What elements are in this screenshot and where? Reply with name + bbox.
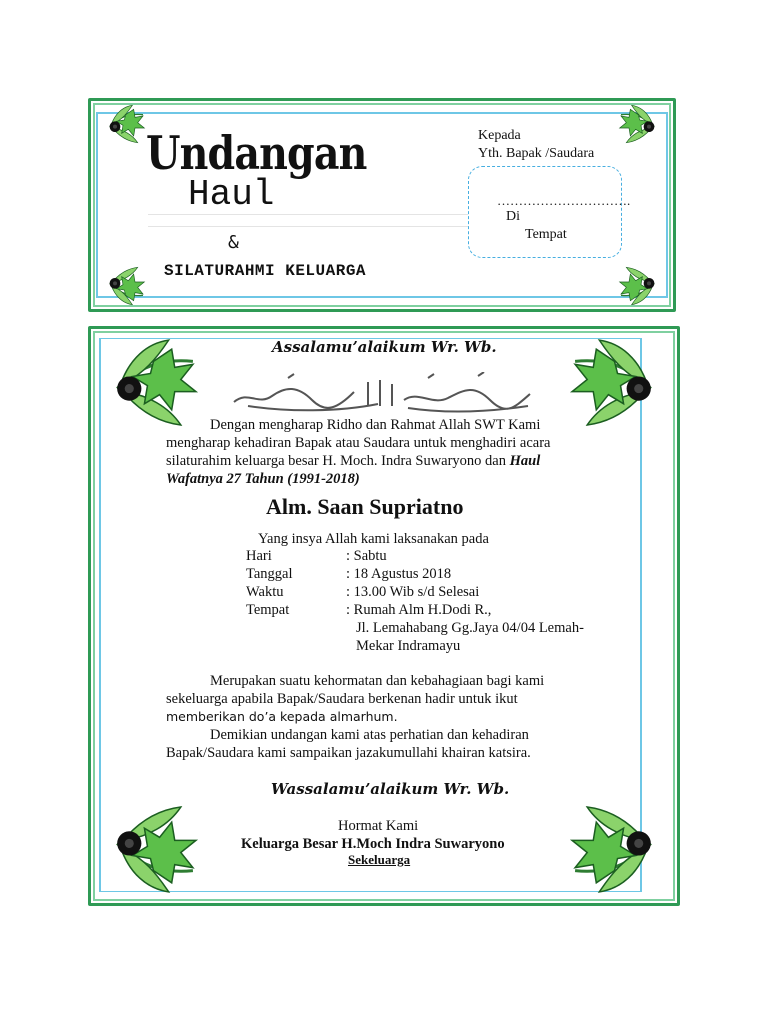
- closing-paragraph: [166, 672, 592, 762]
- corner-ornament-bottom-right: [556, 804, 676, 904]
- header-card: [88, 98, 676, 312]
- body-card: [88, 326, 680, 906]
- schedule-value: : Rumah Alm H.Dodi R.,: [346, 602, 492, 618]
- title-undangan: Undangan: [146, 126, 367, 180]
- corner-ornament-top-left: [92, 328, 212, 428]
- address-line-2: Mekar Indramayu: [356, 638, 461, 654]
- corner-ornament-top-right: [606, 100, 672, 144]
- schedule-value: : Sabtu: [346, 548, 387, 564]
- schedule-label: Hari: [246, 548, 272, 564]
- schedule-label: Tempat: [246, 602, 290, 618]
- intro-line-3: [166, 452, 592, 470]
- corner-ornament-bottom-left: [92, 804, 212, 904]
- closing2-line-2: Bapak/Saudara kami sampaikan jazakumullahi khairan katsira.: [166, 745, 531, 761]
- title-haul: Haul: [188, 174, 275, 215]
- deceased-name: Alm. Saan Supriatno: [266, 494, 464, 519]
- intro-haul-emphasis: Haul: [509, 453, 541, 469]
- address-line-1: Jl. Lemahabang Gg.Jaya 04/04 Lemah-: [356, 620, 584, 636]
- family-sub-signature: Sekeluarga: [348, 852, 411, 867]
- intro-paragraph: [166, 416, 592, 488]
- intro-line-3-text: silaturahim keluarga besar H. Moch. Indra Suwaryono dan: [166, 453, 510, 469]
- closing2-line-1: Demikian undangan kami atas perhatian dan kehadiran: [210, 727, 529, 743]
- recipient-to-label: Kepada: [478, 128, 521, 143]
- basmalah-calligraphy: [228, 372, 538, 416]
- farewell: Wassalamu’alaikum Wr. Wb.: [271, 780, 510, 798]
- schedule-label: Tanggal: [246, 566, 293, 582]
- recipient-yth-label: Yth. Bapak /Saudara: [478, 146, 595, 161]
- intro-wafat-emphasis: Wafatnya 27 Tahun (1991-2018): [166, 471, 360, 487]
- intro-line-2: mengharap kehadiran Bapak atau Saudara untuk menghadiri acara: [166, 435, 551, 451]
- corner-ornament-top-right: [556, 328, 676, 428]
- greeting: Assalamu’alaikum Wr. Wb.: [272, 338, 497, 356]
- schedule-row-hari: [246, 547, 387, 565]
- closing1-line-1: Merupakan suatu kehormatan dan kebahagiaan bagi kami: [210, 673, 545, 689]
- regards: Hormat Kami: [338, 818, 419, 834]
- schedule-row-tempat: [246, 601, 491, 619]
- schedule-row-waktu: [246, 583, 479, 601]
- closing1-line-2: sekeluarga apabila Bapak/Saudara berkenan hadir untuk ikut: [166, 691, 518, 707]
- closing1-line-3: memberikan do’a kepada almarhum.: [166, 709, 398, 724]
- recipient-place-label: Tempat: [525, 227, 567, 242]
- intro-line-1: Dengan mengharap Ridho dan Rahmat Allah SWT Kami: [210, 417, 541, 433]
- schedule-intro: Yang insya Allah kami laksanakan pada: [258, 531, 489, 547]
- recipient-di-label: Di: [506, 209, 520, 224]
- family-signature: Keluarga Besar H.Moch Indra Suwaryono: [241, 836, 505, 852]
- schedule-value: : 13.00 Wib s/d Selesai: [346, 584, 480, 600]
- corner-ornament-bottom-right: [606, 266, 672, 310]
- haul-underline: [148, 226, 468, 227]
- recipient-address-box: [468, 166, 631, 258]
- schedule-label: Waktu: [246, 584, 284, 600]
- schedule-value: : 18 Agustus 2018: [346, 566, 452, 582]
- recipient-name-blank: ………………………….: [497, 193, 631, 208]
- corner-ornament-bottom-left: [92, 266, 158, 310]
- ampersand: &: [228, 232, 239, 253]
- subtitle-silaturahmi: SILATURAHMI KELUARGA: [164, 262, 367, 280]
- intro-line-4: [166, 470, 592, 488]
- schedule-row-tanggal: [246, 565, 451, 583]
